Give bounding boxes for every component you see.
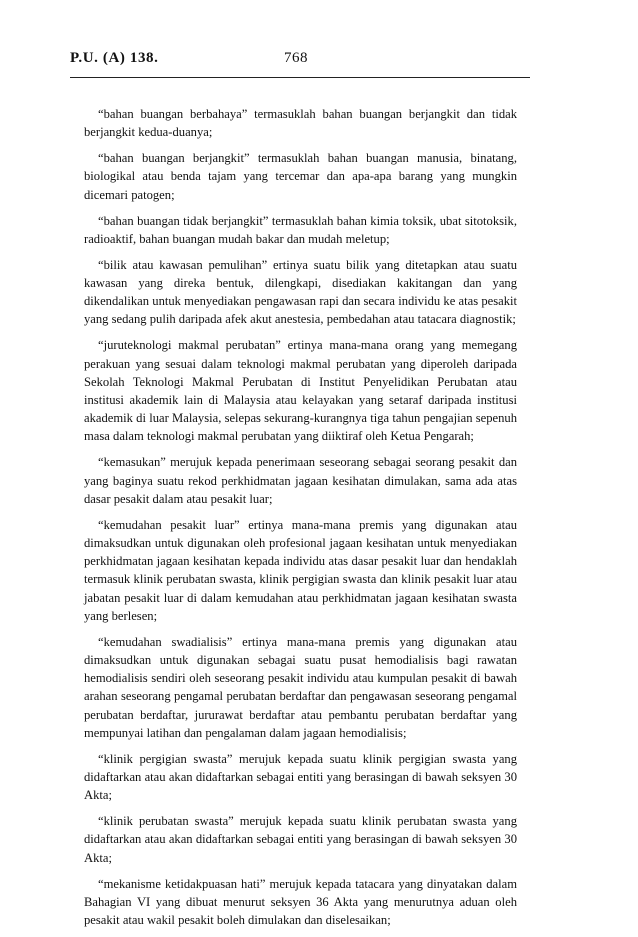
definition-paragraph: “bahan buangan berjangkit” termasuklah bahan buangan manusia, binatang, biologikal atau benda tajam yang tercemar dan apa-apa barang yang mungkin dicemari patogen; bbox=[84, 151, 517, 202]
definition-paragraph: “bahan buangan tidak berjangkit” termasuklah bahan kimia toksik, ubat sitotoksik, radioaktif, bahan buangan mudah bakar dan mudah meletup; bbox=[84, 213, 517, 246]
definition-paragraph: “kemasukan” merujuk kepada penerimaan seseorang sebagai seorang pesakit dan yang baginya suatu rekod perkhidmatan jagaan kesihatan dimulakan, sama ada atas dasar pesakit dalam atau pesakit luar; bbox=[84, 455, 517, 506]
definition-paragraph: “bahan buangan berbahaya” termasuklah bahan buangan berjangkit dan tidak berjangkit kedua-duanya; bbox=[84, 107, 517, 140]
definition-paragraph: “kemudahan pesakit luar” ertinya mana-mana premis yang digunakan atau dimaksudkan untuk digunakan oleh profesional jagaan kesihatan untuk menyediakan perkhidmatan jagaan kesihatan kepada individu atas dasar pesakit luar dan hendaklah termasuk klinik perubatan swasta, klinik pergigian swasta dan klinik pesakit luar atau jabatan pesakit luar di dalam kemudahan atau perkhidmatan jagaan kesihatan swasta yang berlesen; bbox=[84, 517, 517, 623]
definition-paragraph: “mekanisme ketidakpuasan hati” merujuk kepada tatacara yang dinyatakan dalam Bahagian VI yang dibuat menurut seksyen 36 Akta yang menurutnya aduan oleh pesakit atau wakil pesakit boleh dimulakan dan diselesaikan; bbox=[84, 876, 517, 928]
gazette-reference: P.U. (A) 138. bbox=[70, 50, 159, 66]
definition-paragraph: “klinik pergigian swasta” merujuk kepada suatu klinik pergigian swasta yang didaftarkan atau akan didaftarkan sebagai entiti yang berasingan di bawah seksyen 30 Akta; bbox=[84, 751, 517, 803]
definition-paragraph: “bilik atau kawasan pemulihan” ertinya suatu bilik yang ditetapkan atau suatu kawasan yang direka bentuk, dilengkapi, disediakan kakitangan dan yang dikendalikan untuk menyediakan pengawasan rapi dan secara individu ke atas pesakit yang sedang pulih daripada afek akut anestesia, pembedahan atau tatacara diagnostik; bbox=[84, 257, 517, 327]
header-rule bbox=[70, 77, 530, 78]
page-number: 768 bbox=[284, 50, 308, 66]
body-text bbox=[84, 105, 517, 937]
definition-paragraph: “kemudahan swadialisis” ertinya mana-mana premis yang digunakan atau dimaksudkan untuk digunakan sebagai suatu pusat hemodialisis bagi rawatan hemodialisis sendiri oleh seseorang pesakit individu atau kumpulan pesakit di bawah arahan seseorang pengamal perubatan berdaftar dan pengawasan seseorang pengamal perubatan berdaftar, jururawat berdaftar atau pembantu perubatan berdaftar yang mempunyai latihan dan pengalaman dalam jagaan hemodialisis; bbox=[84, 634, 517, 740]
page-header bbox=[70, 50, 530, 72]
definition-paragraph: “klinik perubatan swasta” merujuk kepada suatu klinik perubatan swasta yang didaftarkan atau akan didaftarkan sebagai entiti yang berasingan di bawah seksyen 30 Akta; bbox=[84, 814, 517, 865]
definition-paragraph: “juruteknologi makmal perubatan” ertinya mana-mana orang yang memegang perakuan yang sesuai dalam teknologi makmal perubatan yang diperoleh daripada Sekolah Teknologi Makmal Perubatan di Institut Penyelidikan Perubatan atau institusi akademik lain di Malaysia atau kelayakan yang setaraf daripada institusi akademik di luar Malaysia, selepas sekurang-kurangnya tiga tahun pengajian sepenuh masa dalam teknologi makmal perubatan yang diiktiraf oleh Ketua Pengarah; bbox=[84, 338, 517, 444]
